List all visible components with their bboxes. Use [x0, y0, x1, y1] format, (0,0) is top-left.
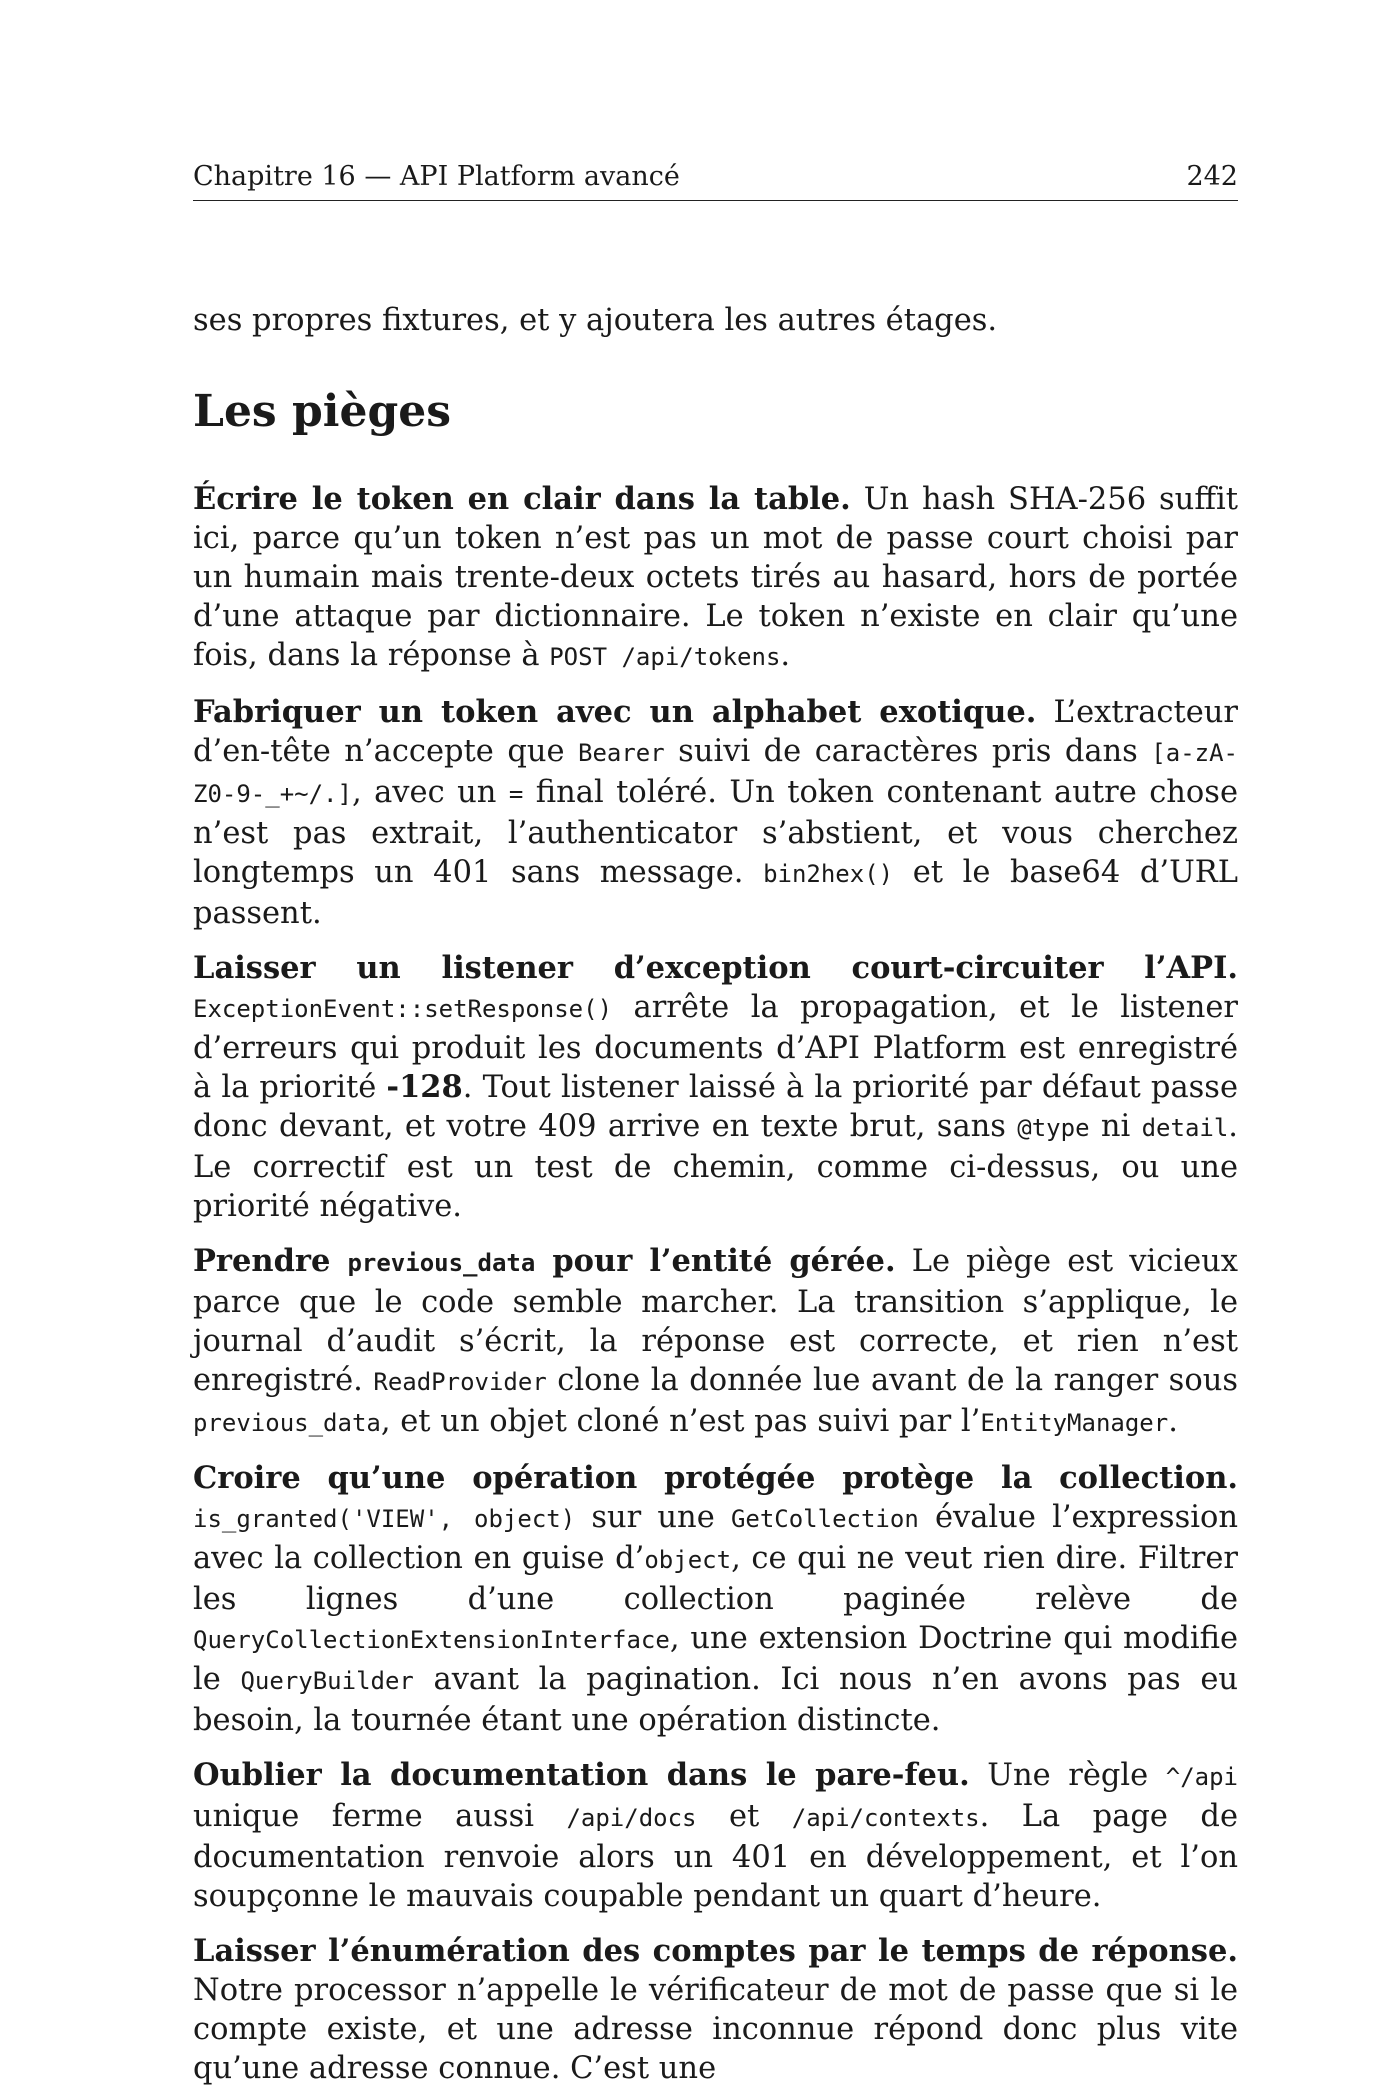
inline-code: bin2hex() [763, 860, 894, 888]
inline-code: /api/docs [566, 1804, 697, 1832]
inline-code: previous_data [347, 1249, 536, 1277]
inline-code: detail [1141, 1114, 1229, 1142]
pitfall-paragraph: Oublier la documentation dans le pare-feu. Une règle ^/api unique ferme aussi /api/docs et /api/contexts. La page de documentation renvoie alors un 401 en développement, et l’on soupçonne le mauvais coupable pendant un quart d’heure. [193, 1757, 1238, 1914]
inline-code: ExceptionEvent::setResponse() [193, 995, 613, 1023]
inline-code: previous_data [193, 1409, 381, 1437]
inline-code: QueryCollectionExtensionInterface [193, 1626, 670, 1654]
pitfall-lead: Fabriquer un token avec un alphabet exotique. [193, 694, 1037, 730]
pitfall-lead: Laisser un listener d’exception court-circuiter l’API. [193, 950, 1238, 986]
inline-code: POST /api/tokens [549, 643, 781, 671]
pitfall-paragraph: Laisser l’énumération des comptes par le temps de réponse. Notre processor n’appelle le vérificateur de mot de passe que si le compte existe, et une adresse inconnue répond donc plus vite qu’une adresse connue. C’est une [193, 1933, 1238, 2086]
lead-paragraph: ses propres fixtures, et y ajoutera les autres étages. [193, 303, 998, 338]
pitfall-paragraph: Croire qu’une opération protégée protège la collection. is_granted('VIEW', object) sur une GetCollection évalue l’expression avec la collection en guise d’object, ce qui ne veut rien dire. Filtrer les lignes d’une collection paginée relève de QueryCollectionExtensionInterface, une extension Doctrine qui modifie le QueryBuilder avant la pagination. Ici nous n’en avons pas eu besoin, la tournée étant une opération distincte. [193, 1460, 1239, 1738]
chapter-title: Chapitre 16 — API Platform avancé [193, 161, 680, 192]
page-number: 242 [1186, 161, 1238, 192]
page [193, 160, 1238, 2088]
pitfall-lead: Oublier la documentation dans le pare-feu. [193, 1757, 970, 1793]
inline-code: @type [1017, 1114, 1090, 1142]
inline-code: object [644, 1546, 732, 1574]
pitfall-lead: Écrire le token en clair dans la table. [193, 481, 851, 517]
inline-code: /api/contexts [791, 1804, 980, 1832]
inline-code: = [508, 780, 524, 808]
pitfall-lead: Croire qu’une opération protégée protège la collection. [193, 1460, 1238, 1496]
pitfall-paragraph: Écrire le token en clair dans la table. Un hash SHA-256 suffit ici, parce qu’un token n’est pas un mot de passe court choisi par un humain mais trente-deux octets tirés au hasard, hors de portée d’une attaque par dictionnaire. Le token n’existe en clair qu’une fois, dans la réponse à POST /api/tokens. [193, 481, 1239, 673]
pitfall-paragraph: Laisser un listener d’exception court-circuiter l’API. ExceptionEvent::setResponse() arrête la propagation, et le listener d’erreurs qui produit les documents d’API Platform est enregistré à la priorité -128. Tout listener laissé à la priorité par défaut passe donc devant, et votre 409 arrive en texte brut, sans @type ni detail. Le correctif est un test de chemin, comme ci-dessus, ou une priorité négative. [193, 950, 1238, 1224]
pitfall-paragraph: Prendre previous_data pour l’entité gérée. Le piège est vicieux parce que le code semble marcher. La transition s’applique, le journal d’audit s’écrit, la réponse est correcte, et rien n’est enregistré. ReadProvider clone la donnée lue avant de la ranger sous previous_data, et un objet cloné n’est pas suivi par l’EntityManager. [193, 1243, 1238, 1439]
inline-code: EntityManager [980, 1409, 1169, 1437]
pitfall-lead: Prendre previous_data pour l’entité gérée. [193, 1243, 896, 1279]
section-title: Les pièges [193, 386, 452, 437]
inline-code: [a-zA-Z0-9-_+~/.] [193, 739, 1238, 808]
inline-code: QueryBuilder [240, 1667, 414, 1695]
pitfall-paragraph: Fabriquer un token avec un alphabet exotique. L’extracteur d’en-tête n’accepte que Bearer suivi de caractères pris dans [a-zA-Z0-9-_+~/.], avec un = final toléré. Un token contenant autre chose n’est pas extrait, l’authenticator s’abstient, et vous cherchez longtemps un 401 sans message. bin2hex() et le base64 d’URL passent. [193, 694, 1238, 931]
inline-code: ReadProvider [373, 1368, 547, 1396]
inline-code: is_granted('VIEW', object) [193, 1505, 576, 1533]
inline-code: GetCollection [730, 1505, 919, 1533]
inline-code: ^/api [1165, 1763, 1238, 1791]
priority-value: -128 [386, 1069, 463, 1105]
inline-code: Bearer [578, 739, 665, 767]
pitfall-lead: Laisser l’énumération des comptes par le temps de réponse. [193, 1933, 1238, 1969]
running-head [193, 160, 1238, 201]
